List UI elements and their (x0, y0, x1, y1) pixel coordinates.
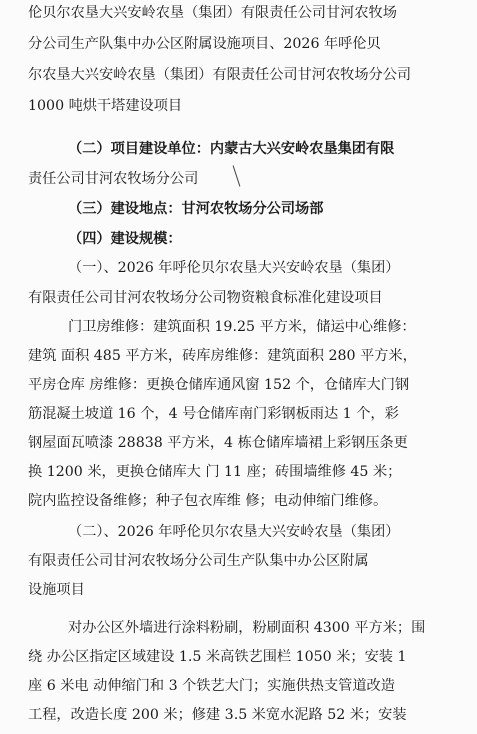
body-line-sub1-title: 有限责任公司甘河农牧场分公司物资粮食标准化建设项目 (28, 290, 383, 306)
body-line-sub1-6: 换 1200 米，更换仓储库大 门 11 座；砖围墙维修 45 米； (28, 464, 402, 480)
subsection-heading-1: （一）、2026 年呼伦贝尔农垦大兴安岭农垦（集团） (68, 260, 400, 276)
section-heading-unit: （二）项目建设单位：内蒙古大兴安岭农垦集团有限 (68, 141, 395, 157)
subsection-heading-2: （二）、2026 年呼伦贝尔农垦大兴安岭农垦（集团） (68, 524, 400, 540)
section-heading-location: （三）建设地点：甘河农牧场分公司场部 (68, 201, 324, 217)
body-line-sub2-1: 对办公区外墙进行涂料粉刷，粉刷面积 4300 平方米；围 (68, 620, 426, 636)
body-line-sub1-7: 院内监控设备维修；种子包衣库维 修；电动伸缩门维修。 (28, 493, 388, 509)
body-line-sub2-title-end: 设施项目 (28, 582, 85, 598)
body-line-sub1-5: 钢屋面瓦喷漆 28838 平方米，4 栋仓储库墙裙上彩钢压条更 (28, 435, 408, 451)
body-line-sub1-3: 平房仓库 房维修：更换仓储库通风窗 152 个，仓储库大门钢 (28, 377, 410, 393)
body-line-sub1-1: 门卫房维修：建筑面积 19.25 平方米，储运中心维修： (68, 319, 416, 335)
body-line-4: 1000 吨烘干塔建设项目 (28, 98, 183, 114)
body-line-1: 伦贝尔农垦大兴安岭农垦（集团）有限责任公司甘河农牧场 (28, 5, 397, 21)
body-line-sub2-3: 座 6 米电 动伸缩门和 3 个铁艺大门；实施供热支管道改造 (28, 678, 395, 694)
body-line-2: 分公司生产队集中办公区附属设施项目、2026 年呼伦贝 (28, 36, 381, 52)
body-line-3: 尔农垦大兴安岭农垦（集团）有限责任公司甘河农牧场分公司 (28, 67, 412, 83)
body-line-sub1-4: 筋混凝土坡道 16 个，4 号仓储库南门彩钢板雨达 1 个，彩 (28, 406, 399, 422)
body-line-sub2-title: 有限责任公司甘河农牧场分公司生产队集中办公区附属 (28, 553, 369, 569)
body-line-sub2-2: 绕 办公区指定区域建设 1.5 米高铁艺围栏 1050 米；安装 1 (28, 649, 407, 665)
body-line-unit-cont: 责任公司甘河农牧场分公司 (28, 171, 199, 187)
body-line-sub1-2: 建筑 面积 485 平方米，砖库房维修：建筑面积 280 平方米， (28, 348, 417, 364)
section-heading-scale: （四）建设规模： (68, 231, 182, 247)
body-line-sub2-4: 工程，改造长度 200 米；修建 3.5 米宽水泥路 52 米；安装 (28, 707, 407, 723)
